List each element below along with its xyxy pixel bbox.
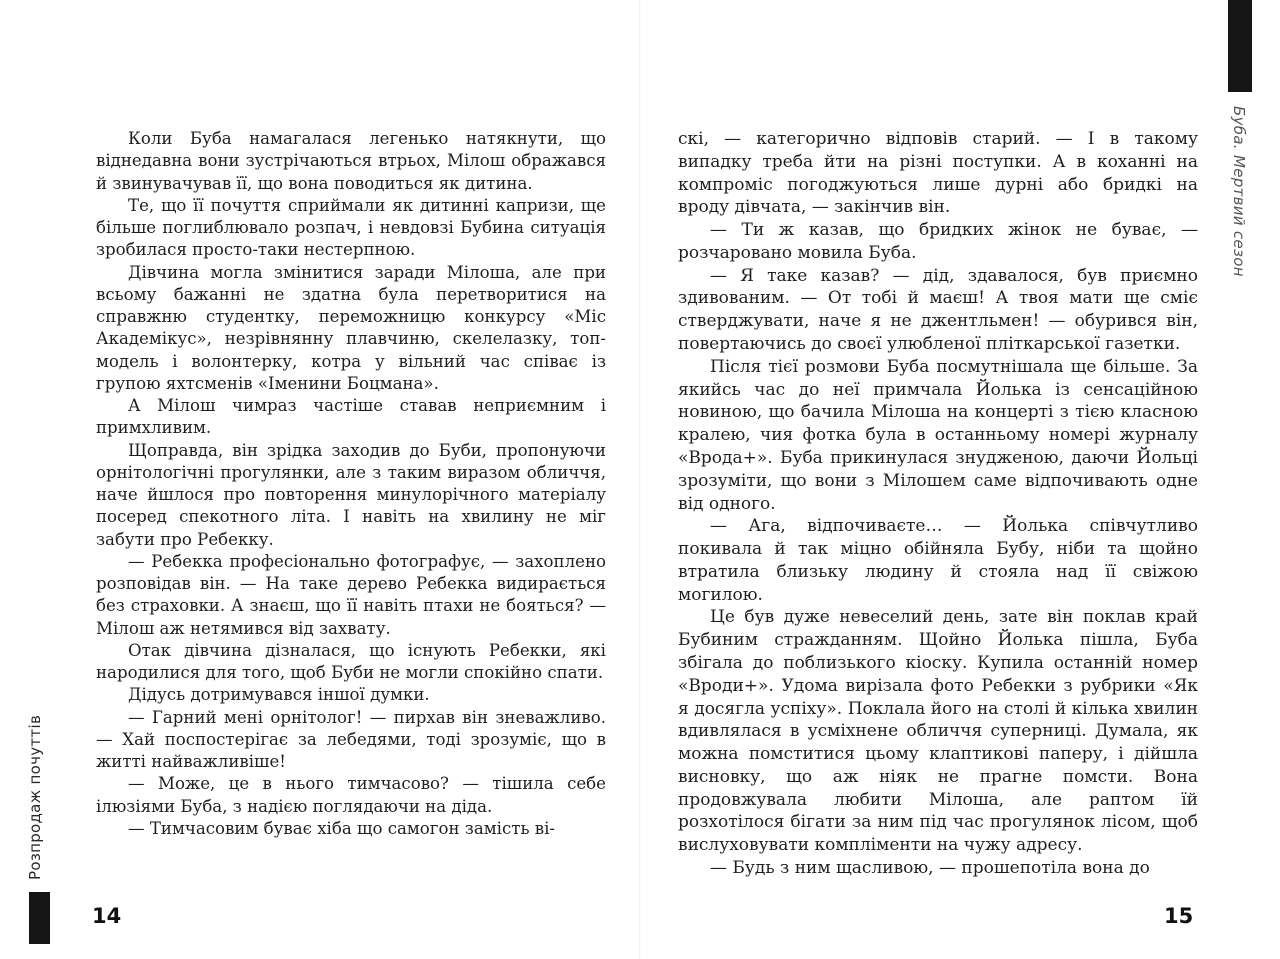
paragraph: Отак дівчина дізналася, що існують Ребекки, які народилися для того, щоб Буби не могли спокійно спати. [96,640,606,682]
page-number-left: 14 [92,904,122,928]
paragraph: Після тієї розмови Буба посмутнішала ще більше. За якийсь час до неї примчала Йолька із сенсаційною новиною, що бачила Мілоша на концерті з тією класною кралею, чия фотка була в останньому номері журналу «Врода+». Буба прикинулася знудженою, даючи Йольці зрозуміти, що вони з Мілошем саме відпочивають одне від одного. [678,356,1198,514]
running-title-left: Розпродаж почуттів [26,714,44,880]
continuation-paragraph: скі, — категорично відповів старий. — І в такому випадку треба йти на різні поступки. А в коханні на компроміс погоджуються лише дурні або бридкі на вроду дівчата, — закінчив він. [678,129,1198,218]
paragraph: Дідусь дотримувався іншої думки. [128,685,430,705]
paragraph: — Будь з ним щасливою, — прошепотіла вона до [710,858,1150,878]
right-page [640,0,1280,959]
paragraph: — Гарний мені орнітолог! — пирхав він зневажливо. — Хай поспостерігає за лебедями, тоді зрозуміє, що в житті найважливіше! [96,707,606,771]
running-title-right: Буба. Мертвий сезон [1230,106,1248,277]
page-number-right: 15 [1164,904,1194,928]
paragraph: А Мілош чимраз частіше ставав неприємним і примхливим. [96,396,606,438]
thumb-edge-marker [1228,0,1252,92]
paragraph: — Ребекка професіонально фотографує, — захоплено розповідав він. — На таке дерево Ребекка видирається без страховки. А знаєш, що її навіть птахи не бояться? — Мілош аж нетямився від захвату. [96,551,606,638]
paragraph: Те, що її почуття сприймали як дитинні капризи, ще більше поглиблювало розпач, і невдовзі Бубина ситуація зробилася просто-таки нестерпною. [96,195,606,260]
paragraph: — Ти ж казав, що бридких жінок не буває, — розчаровано мовила Буба. [678,220,1198,263]
paragraph: Дівчина могла змінитися заради Мілоша, але при всьому бажанні не здатна була перетворитися на справжню студентку, переможницю конкурсу «Міс Академікус», незрівнянну плавчиню, скелелазку, топ-модель і волонтерку, котра у вільний час співає із групою яхтсменів «Іменини Боцмана». [96,262,606,393]
paragraph: Щоправда, він зрідка заходив до Буби, пропонуючи орнітологічні прогулянки, але з таким виразом обличчя, наче йшлося про повторення минулорічного матеріалу посеред спекотного літа. І навіть на хвилину не міг забути про Ребекку. [96,440,606,549]
book-gutter [639,0,641,959]
paragraph: — Я таке казав? — дід, здавалося, був приємно здивованим. — От тобі й маєш! А твоя мати ще сміє стверджувати, наче я не джентльмен! — обурився він, повертаючись до своєї улюбленої пліткарської газетки. [678,265,1198,355]
paragraph: — Може, це в нього тимчасово? — тішила себе ілюзіями Буба, з надією поглядаючи на діда. [96,774,606,816]
paragraph: Це був дуже невеселий день, зате він поклав край Бубиним стражданням. Щойно Йолька пішла, Буба збігала до поблизького кіоску. Купила останній номер «Вроди+». Удома вирізала фото Ребекки з рубрики «Як я досягла успіху». Поклала його на столі й кілька хвилин вдивлялася в усміхнене обличчя суперниці. Думала, як можна помститися цьому клаптикові паперу, і дійшла висновку, що аж ніяк не прагне помсти. Вона продовжувала любити Мілоша, але раптом їй розхотілося бігати за ним під час прогулянок лісом, щоб вислуховувати компліменти на чужу адресу. [678,607,1198,856]
thumb-edge-marker [29,892,50,944]
left-text-column [96,128,606,840]
paragraph: — Ага, відпочиваєте… — Йолька співчутливо покивала й так міцно обійняла Бубу, ніби та щойно втратила близьку людину й стояла над її свіжою могилою. [678,516,1198,605]
right-text-column [678,128,1198,880]
paragraph: Коли Буба намагалася легенько натякнути, що віднедавна вони зустрічаються втрьох, Мілош ображався й звинувачував її, що вона поводиться як дитина. [96,129,606,193]
paragraph: — Тимчасовим буває хіба що самогон замість ві- [128,818,556,838]
